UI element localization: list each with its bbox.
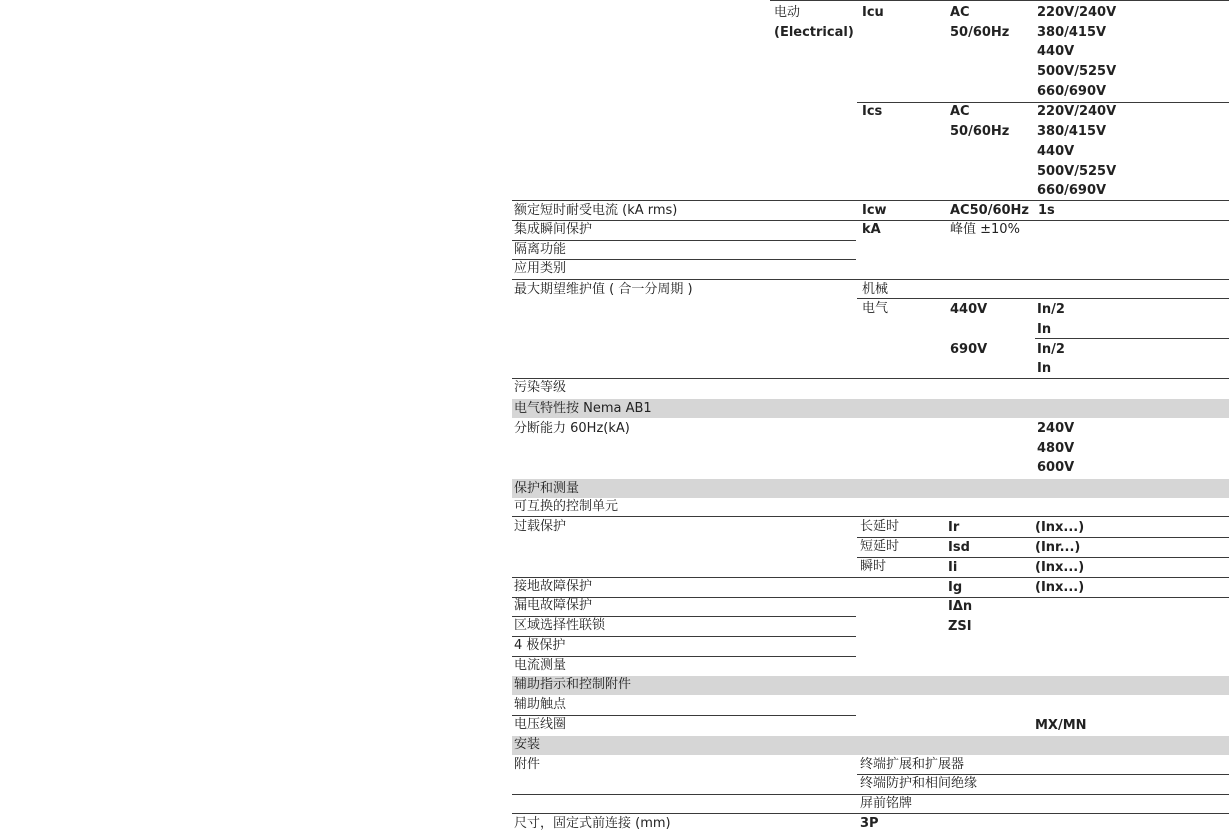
accessories-label: 附件: [514, 757, 541, 772]
icu-voltage: 220V/240V: [1037, 5, 1117, 20]
rule-instant-end: [512, 240, 856, 241]
overload-param: Isd: [948, 540, 970, 555]
nema-breaking-label: 分断能力 60Hz(kA): [514, 421, 630, 436]
section-band-protection: [512, 479, 1229, 498]
ground-fault-label: 接地故障保护: [514, 579, 593, 594]
instant-unit: kA: [862, 222, 881, 237]
install-section-title: 安装: [514, 737, 541, 752]
icu-freq-line1: AC: [950, 5, 970, 20]
instant-value: 峰值 ±10%: [950, 222, 1020, 237]
icw-param: Icw: [862, 203, 887, 218]
ics-freq-line2: 50/60Hz: [950, 124, 1010, 139]
maintenance-690v-value: In/2: [1037, 342, 1065, 357]
accessory-item: 屏前铭牌: [860, 796, 913, 811]
voltage-release-label: 电压线圈: [514, 717, 567, 732]
ics-param: Ics: [862, 104, 883, 119]
rule-mechanical-end: [857, 298, 1229, 299]
ics-voltage: 500V/525V: [1037, 164, 1117, 179]
overload-label: 过载保护: [514, 519, 567, 534]
maintenance-mechanical: 机械: [862, 282, 889, 297]
icu-freq-line2: 50/60Hz: [950, 25, 1010, 40]
ics-voltage: 220V/240V: [1037, 104, 1117, 119]
overload-value: (Inr...): [1035, 540, 1081, 555]
nema-voltage: 240V: [1037, 421, 1075, 436]
rule-zsi-end: [512, 636, 856, 637]
icw-time: 1s: [1038, 203, 1055, 218]
maintenance-electrical: 电气: [862, 301, 889, 316]
maintenance-440v: 440V: [950, 302, 988, 317]
nema-voltage: 600V: [1037, 460, 1075, 475]
section-band-install: [512, 736, 1229, 755]
nema-voltage: 480V: [1037, 441, 1075, 456]
ground-fault-value: (Inx...): [1035, 580, 1085, 595]
rule-maintenance-end: [512, 378, 1229, 379]
icu-voltage: 660/690V: [1037, 84, 1107, 99]
dimensions-label: 尺寸，固定式前连接 (mm): [514, 816, 671, 831]
rule-440-end: [1035, 338, 1229, 339]
rule-isolation-end: [512, 259, 856, 260]
earth-leakage-label: 漏电故障保护: [514, 598, 593, 613]
overload-param: Ir: [948, 520, 960, 535]
rule-leakage-end: [512, 616, 856, 617]
rule-overload-end: [512, 577, 1229, 578]
overload-value: (Inx...): [1035, 520, 1085, 535]
rule-icu-ics: [857, 102, 1229, 103]
protection-section-title: 保护和测量: [514, 481, 580, 496]
rule-long-delay-end: [857, 537, 1229, 538]
pollution-label: 污染等级: [514, 380, 567, 395]
zsi-label: 区域选择性联锁: [514, 618, 606, 633]
ics-voltage: 660/690V: [1037, 183, 1107, 198]
utilisation-label: 应用类别: [514, 261, 567, 276]
maintenance-440v-value: In/2: [1037, 302, 1065, 317]
icu-voltage: 380/415V: [1037, 25, 1107, 40]
electrical-group-label-en: (Electrical): [774, 25, 854, 40]
icu-voltage: 500V/525V: [1037, 64, 1117, 79]
accessory-item: 终端防护和相间绝缘: [860, 776, 978, 791]
rule-utilisation-end: [512, 279, 1229, 280]
overload-type: 长延时: [860, 519, 900, 534]
overload-type: 瞬时: [860, 559, 887, 574]
rule-acc-3-end: [512, 813, 1229, 814]
rule-pole4-end: [512, 656, 856, 657]
nema-section-title: 电气特性按 Nema AB1: [514, 401, 652, 416]
rule-short-delay-end: [857, 557, 1229, 558]
rule-top: [770, 0, 1229, 1]
overload-value: (Inx...): [1035, 560, 1085, 575]
dimensions-value: 3P: [860, 816, 879, 831]
aux-section-title: 辅助指示和控制附件: [514, 677, 632, 692]
icw-freq: AC50/60Hz: [950, 203, 1029, 218]
accessory-item: 终端扩展和扩展器: [860, 757, 965, 772]
ics-voltage: 440V: [1037, 144, 1075, 159]
instant-label: 集成瞬间保护: [514, 222, 593, 237]
zsi-param: ZSI: [948, 619, 972, 634]
maintenance-440v-value: In: [1037, 322, 1052, 337]
overload-param: Ii: [948, 560, 958, 575]
ics-voltage: 380/415V: [1037, 124, 1107, 139]
rule-aux-contacts-end: [512, 715, 856, 716]
electrical-group-label: 电动: [774, 5, 801, 20]
rule-acc-2-end: [512, 794, 1229, 795]
icw-label: 额定短时耐受电流 (kA rms): [514, 203, 678, 218]
maintenance-690v: 690V: [950, 342, 988, 357]
aux-contacts-label: 辅助触点: [514, 697, 567, 712]
icu-param: Icu: [862, 5, 884, 20]
pole4-label: 4 极保护: [514, 638, 566, 653]
maintenance-690v-value: In: [1037, 361, 1052, 376]
earth-leakage-param: IΔn: [948, 599, 973, 614]
rule-electrical-end: [512, 200, 1229, 201]
rule-trip-unit-end: [512, 516, 1229, 517]
rule-acc-1-end: [857, 774, 1229, 775]
ground-fault-param: Ig: [948, 580, 963, 595]
rule-icw-end: [512, 220, 1229, 221]
current-measurement-label: 电流测量: [514, 658, 567, 673]
overload-type: 短延时: [860, 539, 900, 554]
rule-ground-end: [512, 597, 1229, 598]
voltage-release-value: MX/MN: [1035, 718, 1087, 733]
icu-voltage: 440V: [1037, 44, 1075, 59]
ics-freq-line1: AC: [950, 104, 970, 119]
maintenance-label: 最大期望维护值 ( 合一分周期 ): [514, 282, 693, 297]
trip-unit-label: 可互换的控制单元: [514, 499, 619, 514]
isolation-label: 隔离功能: [514, 242, 567, 257]
